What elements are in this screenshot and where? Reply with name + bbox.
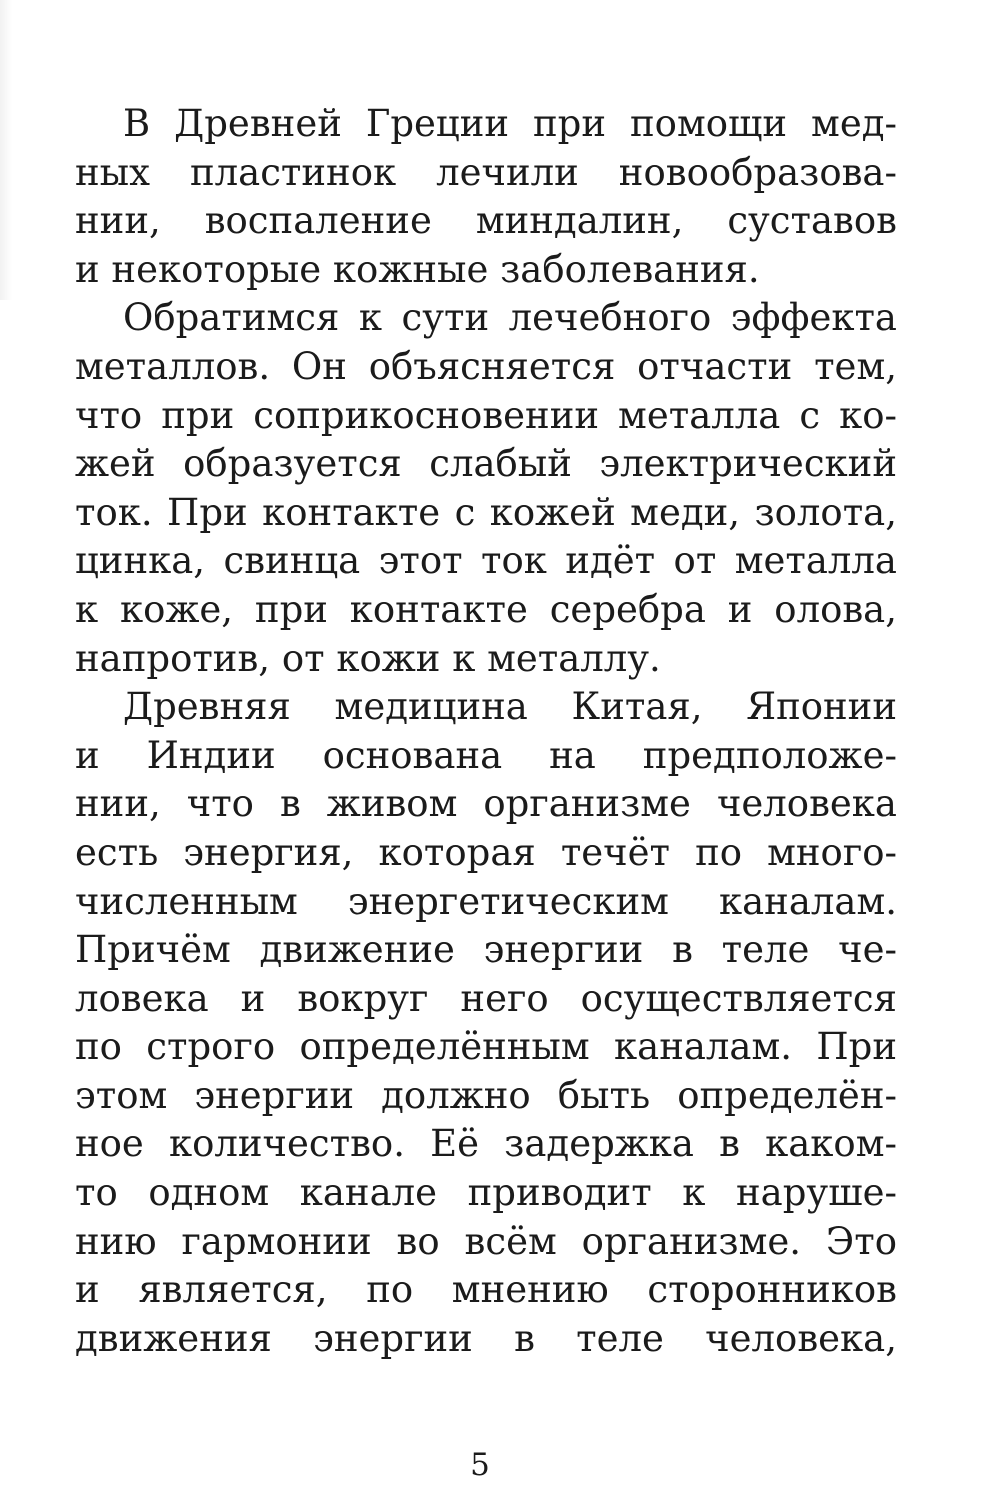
text-line: ное количество. Её задержка в каком- <box>75 1122 897 1166</box>
text-line: этом энергии должно быть определён- <box>75 1073 897 1117</box>
text-line: к коже, при контакте серебра и олова, <box>75 587 897 631</box>
text-line: и некоторые кожные заболевания. <box>75 247 760 291</box>
text-line: нии, что в живом организме человека <box>75 782 897 826</box>
page-number: 5 <box>470 1447 490 1483</box>
scan-edge-shadow <box>0 0 12 300</box>
text-line: что при соприкосновении металла с ко- <box>75 393 897 437</box>
text-line: то одном канале приводит к наруше- <box>75 1171 897 1215</box>
text-line: Обратимся к сути лечебного эффекта <box>123 296 897 340</box>
text-line: есть энергия, которая течёт по много- <box>75 830 897 874</box>
text-line: Древняя медицина Китая, Японии <box>123 685 897 729</box>
text-line: ных пластинок лечили новообразова- <box>75 150 897 194</box>
text-line: численным энергетическим каналам. <box>75 879 897 923</box>
text-line: цинка, свинца этот ток идёт от металла <box>75 539 897 583</box>
text-line: металлов. Он объясняется отчасти тем, <box>75 344 897 388</box>
text-line: жей образуется слабый электрический <box>75 442 897 486</box>
text-line: Причём движение энергии в теле че- <box>75 928 897 972</box>
text-line: и Индии основана на предположе- <box>75 733 897 777</box>
text-line: В Древней Греции при помощи мед- <box>123 102 897 145</box>
text-line: напротив, от кожи к металлу. <box>75 636 661 680</box>
text-line: нию гармонии во всём организме. Это <box>75 1219 897 1263</box>
page-text <box>75 100 897 1363</box>
text-line: нии, воспаление миндалин, суставов <box>75 199 897 243</box>
text-line: ток. При контакте с кожей меди, золота, <box>75 490 897 534</box>
text-line: движения энергии в теле человека, <box>75 1316 897 1360</box>
text-line: и является, по мнению сторонников <box>75 1268 897 1312</box>
text-line: ловека и вокруг него осуществляется <box>75 976 897 1020</box>
text-line: по строго определённым каналам. При <box>75 1025 897 1069</box>
